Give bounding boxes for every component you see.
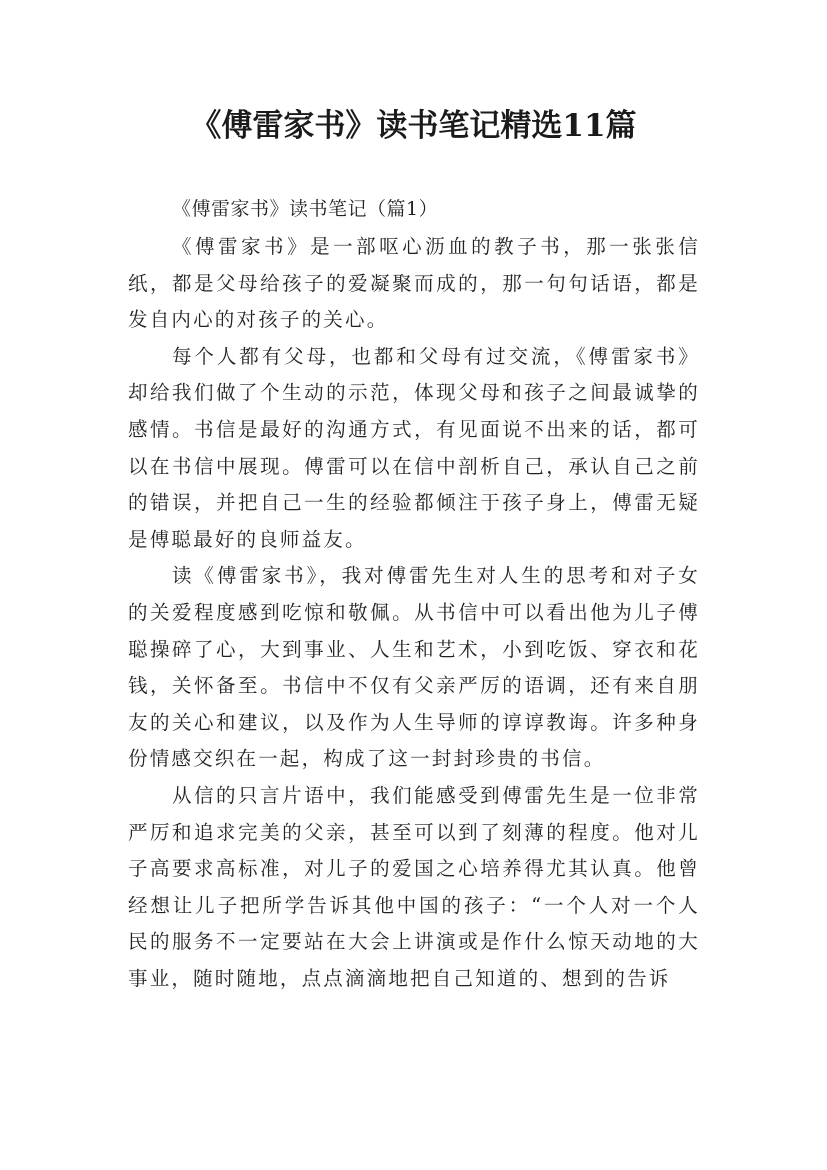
document-title: 《傅雷家书》读书笔记精选11篇 [190,108,637,144]
paragraph-1: 《傅雷家书》是一部呕心沥血的教子书，那一张张信纸，都是父母给孩子的爱凝聚而成的，那一句句话语，都是发自内心的对孩子的关心。 [128,235,700,332]
paragraph-2: 每个人都有父母，也都和父母有过交流，《傅雷家书》却给我们做了个生动的示范，体现父母和孩子之间最诚挚的感情。书信是最好的沟通方式，有见面说不出来的话，都可以在书信中展现。傅雷可以在信中剖析自己，承认自己之前的错误，并把自己一生的经验都倾注于孩子身上，傅雷无疑是傅聪最好的良师益友。 [128,344,700,551]
paragraph-4: 从信的只言片语中，我们能感受到傅雷先生是一位非常严厉和追求完美的父亲，甚至可以到了刻薄的程度。他对儿子高要求高标准，对儿子的爱国之心培养得尤其认真。他曾经想让儿子把所学告诉其他中国的孩子：“一个人对一个人民的服务不一定要站在大会上讲演或是作什么惊天动地的大事业，随时随地，点点滴滴地把自己知道的、想到的告诉 [128,783,700,990]
section-heading: 《傅雷家书》读书笔记（篇1） [172,198,439,220]
document-body [128,195,700,997]
paragraph-3: 读《傅雷家书》，我对傅雷先生对人生的思考和对子女的关爱程度感到吃惊和敬佩。从书信中可以看出他为儿子傅聪操碎了心，大到事业、人生和艺术，小到吃饭、穿衣和花钱，关怀备至。书信中不仅有父亲严厉的语调，还有来自朋友的关心和建议，以及作为人生导师的谆谆教诲。许多种身份情感交织在一起，构成了这一封封珍贵的书信。 [128,564,700,771]
